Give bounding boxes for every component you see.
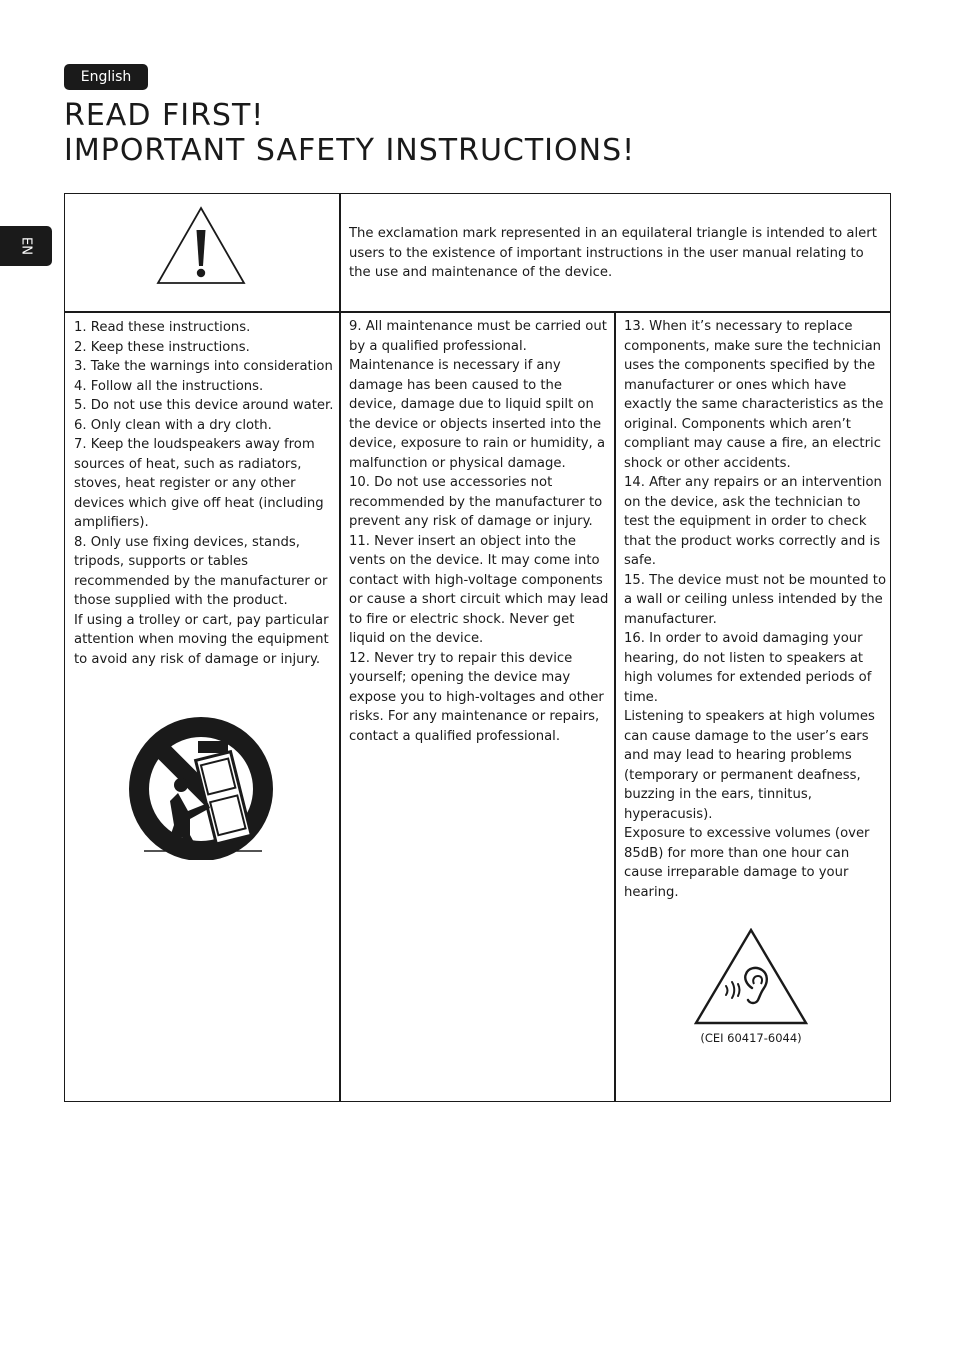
hearing-symbol-caption: (CEI 60417-6044) — [700, 1031, 802, 1045]
instructions-column-1 — [74, 318, 336, 669]
instruction-item: 15. The device must not be mounted to a wall or ceiling unless intended by the manufacturer. — [624, 572, 887, 627]
divider — [64, 311, 340, 313]
instruction-item: 5. Do not use this device around water. — [74, 398, 334, 413]
instruction-item: 6. Only clean with a dry cloth. — [74, 417, 272, 433]
instruction-item: If using a trolley or cart, pay particular attention when moving the equipment to avoid any risk of damage or injury. — [74, 612, 329, 667]
instruction-item: 13. When it’s necessary to replace components, make sure the technician uses the components specified by the manufacturer or ones which have exactly the same characteristics as the original. Components which aren’t compliant may cause a fire, an electric shock or other accidents. — [624, 319, 884, 471]
instruction-item: Listening to speakers at high volumes can cause damage to the user’s ears and may lead to hearing problems (temporary or permanent deafness, buzzing in the ears, tinnitus, hyperacusis). — [624, 709, 875, 822]
no-trolley-icon — [128, 715, 278, 860]
warning-description: The exclamation mark represented in an equilateral triangle is intended to alert users to the existence of important instructions in the user manual relating to the use and maintenance of the device. — [349, 226, 877, 280]
title-line-2: IMPORTANT SAFETY INSTRUCTIONS! — [64, 133, 636, 168]
instruction-item: Exposure to excessive volumes (over 85dB) for more than one hour can cause irreparable damage to your hearing. — [624, 826, 870, 900]
title-line-1: READ FIRST! — [64, 98, 265, 133]
instruction-item: 4. Follow all the instructions. — [74, 378, 264, 394]
instruction-item: 1. Read these instructions. — [74, 320, 251, 335]
divider — [614, 311, 616, 1102]
page-title — [64, 98, 635, 168]
instruction-item: 16. In order to avoid damaging your hearing, do not listen to speakers at high volumes for extended periods of time. — [624, 631, 872, 705]
instruction-item: 9. All maintenance must be carried out by a qualified professional. Maintenance is necessary if any damage has been caused to the device, damage due to liquid spilt on the device or objects inserted into the device, exposure to rain or humidity, a malfunction or physical damage. — [349, 319, 607, 471]
side-tab-label: EN — [18, 237, 34, 255]
divider — [339, 193, 341, 1102]
instruction-item: 8. Only use fixing devices, stands, tripods, supports or tables recommended by the manufacturer or those supplied with the product. — [74, 534, 328, 608]
instruction-item: 12. Never try to repair this device yourself; opening the device may expose you to high-voltages and other risks. For any maintenance or repairs, contact a qualified professional. — [349, 650, 604, 744]
instruction-item: 14. After any repairs or an intervention on the device, ask the technician to test the equipment in order to check that the product works correctly and is safe. — [624, 475, 882, 568]
instruction-item: 11. Never insert an object into the vents on the device. It may come into contact with high-voltage components or cause a short circuit which may lead to fire or electric shock. Never get liquid on the device. — [349, 533, 609, 646]
instruction-item: 10. Do not use accessories not recommended by the manufacturer to prevent any risk of damage or injury. — [349, 475, 603, 529]
instructions-column-2 — [349, 317, 609, 746]
instructions-column-3 — [624, 317, 886, 902]
instruction-item: 2. Keep these instructions. — [74, 339, 250, 355]
language-badge: English — [64, 64, 148, 90]
hearing-warning-icon — [694, 928, 808, 1026]
instruction-item: 7. Keep the loudspeakers away from sources of heat, such as radiators, stoves, heat register or any other devices which give off heat (including amplifiers). — [74, 437, 324, 530]
warning-triangle-icon — [156, 206, 246, 286]
language-side-tab — [0, 226, 52, 266]
instruction-item: 3. Take the warnings into consideration — [74, 359, 333, 374]
